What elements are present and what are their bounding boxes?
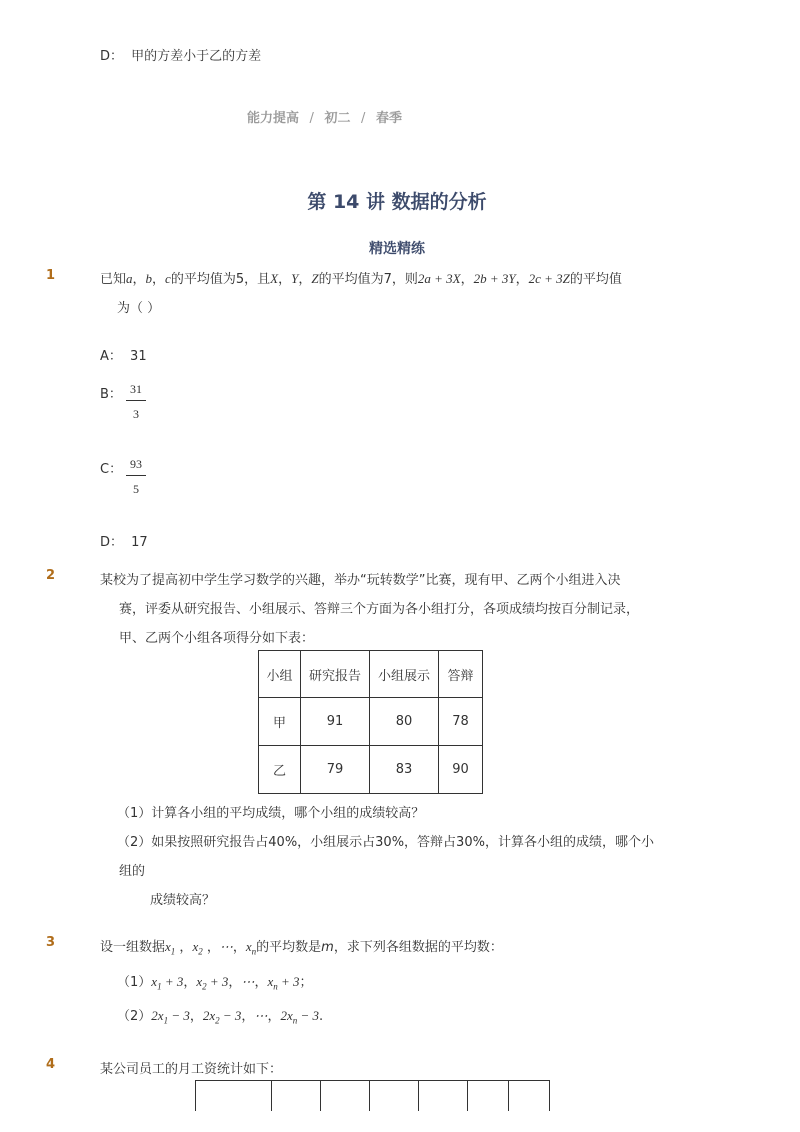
- table-cell: 83: [370, 746, 439, 794]
- table-cell: [370, 1081, 419, 1112]
- table-row: [259, 746, 483, 794]
- q2-sub2-line1: （2）如果按照研究报告占40%，小组展示占30%，答辩占30%，计算各小组的成绩，哪个小: [117, 835, 654, 850]
- expr: 2a + 3X: [417, 271, 461, 286]
- option-c[interactable]: [100, 458, 122, 477]
- q3-sub1: [117, 971, 313, 992]
- var-y: Y: [291, 271, 299, 286]
- table-cell: 80: [370, 698, 439, 746]
- fraction-bar: [126, 475, 146, 476]
- breadcrumb: [247, 107, 402, 126]
- text: 的平均数是: [256, 940, 322, 955]
- score-table: [258, 650, 483, 794]
- text: 的平均值: [569, 272, 622, 287]
- table-row: [259, 698, 483, 746]
- q4-stem: 某公司员工的月工资统计如下：: [100, 1062, 283, 1077]
- option-label: D：: [100, 49, 124, 64]
- salary-table: [195, 1080, 550, 1111]
- table-cell: [419, 1081, 468, 1112]
- q2-sub1: （1）计算各小组的平均成绩，哪个小组的成绩较高？: [117, 806, 425, 821]
- sep: ，: [298, 272, 312, 287]
- fraction-bar: [126, 400, 146, 401]
- text: ；: [299, 975, 313, 990]
- breadcrumb-item[interactable]: 春季: [375, 111, 402, 126]
- breadcrumb-separator: /: [361, 111, 366, 126]
- option-label: A：: [100, 349, 122, 364]
- data-sequence: $x_1$ ，$x_2$ ，⋯，$x_n$: [165, 939, 257, 957]
- table-cell: [468, 1081, 509, 1112]
- table-cell: 78: [439, 698, 483, 746]
- q2-stem-line2: 赛，评委从研究报告、小组展示、答辩三个方面为各小组打分，各项成绩均按百分制记录，: [119, 602, 640, 617]
- sep: ，: [460, 272, 474, 287]
- breadcrumb-item[interactable]: 初二: [324, 111, 351, 126]
- question-number: 1: [46, 268, 56, 283]
- sub-label: （2）: [117, 1009, 152, 1024]
- expr: 2b + 3Y: [473, 271, 516, 286]
- prev-option-d: [100, 45, 261, 64]
- lesson-title: 第 14 讲 数据的分析: [307, 191, 487, 213]
- section-title: 精选精练: [369, 241, 425, 257]
- option-d[interactable]: [100, 531, 148, 550]
- option-c-fraction: [126, 457, 146, 496]
- table-cell: 79: [301, 746, 370, 794]
- breadcrumb-item[interactable]: 能力提高: [247, 111, 300, 126]
- var-x: X: [270, 271, 279, 286]
- option-a[interactable]: [100, 345, 147, 364]
- text: 已知: [100, 272, 127, 287]
- question-number: 4: [46, 1057, 56, 1072]
- option-text: 甲的方差小于乙的方差: [131, 49, 262, 64]
- sep: ，: [152, 272, 166, 287]
- table-header-row: [259, 651, 483, 698]
- table-cell: [196, 1081, 272, 1112]
- question-number: 2: [46, 568, 56, 583]
- breadcrumb-separator: /: [309, 111, 314, 126]
- expression: $2x_1 - 3$，$2x_2 - 3$，⋯，$2x_n - 3$: [151, 1008, 320, 1026]
- q2-sub2-line2: 组的: [119, 864, 146, 879]
- table-cell: 甲: [259, 698, 301, 746]
- table-cell: 91: [301, 698, 370, 746]
- option-label: C：: [100, 462, 123, 477]
- expr: 2c + 3Z: [528, 271, 570, 286]
- table-header-cell: 小组: [259, 651, 301, 698]
- sep: ，: [278, 272, 292, 287]
- text: ，求下列各组数据的平均数：: [333, 940, 503, 955]
- table-cell: 乙: [259, 746, 301, 794]
- q1-stem-line1: [100, 268, 622, 287]
- table-header-cell: 小组展示: [370, 651, 439, 698]
- table-cell: [509, 1081, 550, 1112]
- denominator: 5: [133, 482, 139, 496]
- var-a: a: [126, 271, 133, 286]
- q2-sub2-line3: 成绩较高？: [150, 893, 216, 908]
- option-label: D：: [100, 535, 124, 550]
- sub-label: （1）: [117, 975, 152, 990]
- sep: ，: [132, 272, 146, 287]
- var-c: c: [165, 271, 171, 286]
- table-cell: [272, 1081, 321, 1112]
- q2-stem-line3: 甲、乙两个小组各项得分如下表：: [119, 631, 315, 646]
- var-m: m: [321, 940, 334, 955]
- text: 设一组数据: [100, 940, 166, 955]
- expression: $x_1 + 3$，$x_2 + 3$，⋯，$x_n + 3$: [151, 974, 300, 992]
- denominator: 3: [133, 407, 139, 421]
- var-b: b: [145, 271, 153, 286]
- table-header-cell: 研究报告: [301, 651, 370, 698]
- q2-stem-line1: 某校为了提高初中学生学习数学的兴趣，举办“玩转数学”比赛，现有甲、乙两个小组进入决: [100, 573, 621, 588]
- q1-stem-line2: 为（ ）: [117, 301, 161, 316]
- option-value: 17: [131, 535, 148, 550]
- q3-sub2: [117, 1005, 323, 1026]
- numerator: 31: [130, 382, 142, 396]
- table-cell: [321, 1081, 370, 1112]
- table-row: [196, 1081, 550, 1112]
- sep: ，: [515, 272, 529, 287]
- numerator: 93: [130, 457, 142, 471]
- table-cell: 90: [439, 746, 483, 794]
- table-header-cell: 答辩: [439, 651, 483, 698]
- option-label: B：: [100, 387, 122, 402]
- option-b-fraction: [126, 382, 146, 421]
- option-value: 31: [130, 349, 147, 364]
- q3-stem: [100, 936, 503, 957]
- option-b[interactable]: [100, 383, 122, 402]
- text: 的平均值为7，则: [318, 272, 418, 287]
- text: .: [319, 1009, 324, 1024]
- text: 的平均值为5，且: [170, 272, 271, 287]
- question-number: 3: [46, 935, 56, 950]
- var-z: Z: [311, 271, 319, 286]
